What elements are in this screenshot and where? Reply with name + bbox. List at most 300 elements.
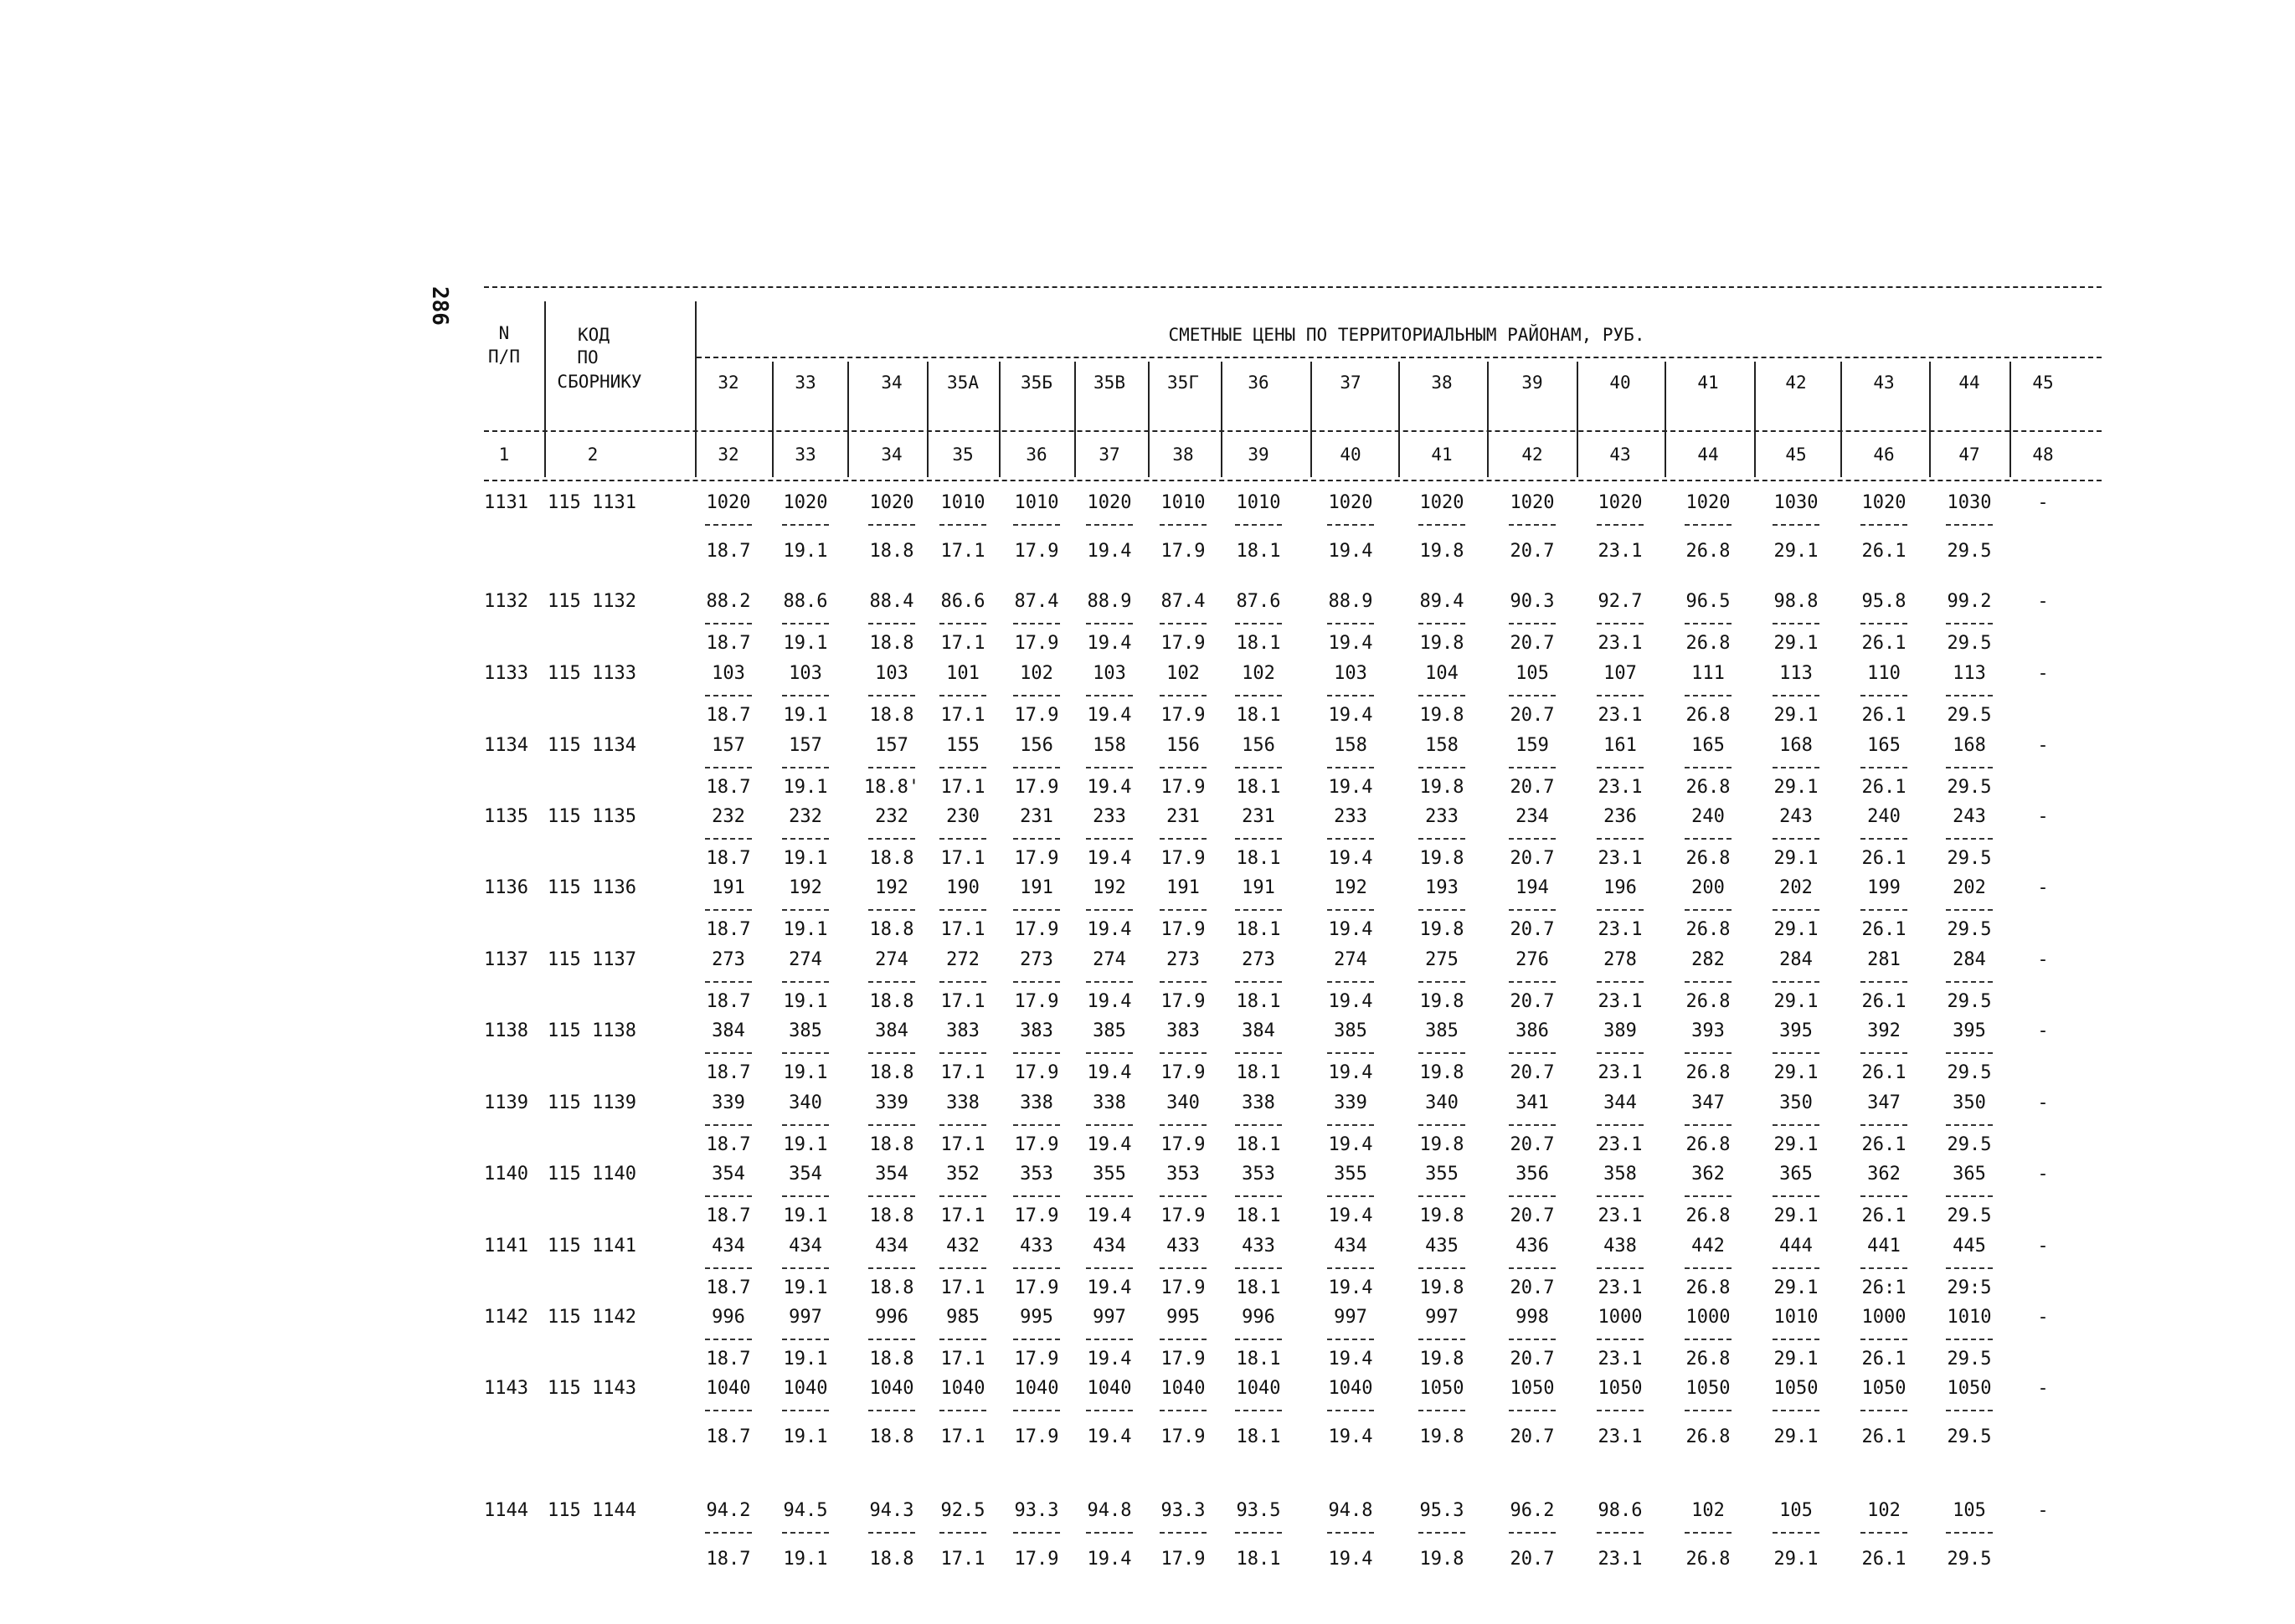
index-value: 26.1 [1861,848,1906,869]
header-column-separator [1577,362,1578,477]
fraction-line [1013,695,1060,696]
index-value: 29.5 [1947,633,1992,654]
row-code: 115 1135 [548,806,636,827]
price-value: 433 [1020,1236,1053,1257]
index-value: 23.1 [1598,1277,1643,1298]
price-value: 997 [1425,1307,1459,1328]
fraction-line [705,695,752,696]
column-number: 43 [1609,445,1631,465]
price-value: 362 [1691,1164,1725,1185]
fraction-line [1509,1267,1556,1269]
header-column-separator [695,301,697,477]
fraction-line [868,838,915,840]
price-value: 1020 [783,492,828,513]
fraction-line [939,1267,986,1269]
fraction-line [1418,1195,1465,1197]
price-value: 1010 [1947,1307,1992,1328]
fraction-line [1418,1124,1465,1126]
price-value: 233 [1425,806,1459,827]
index-value: 19.4 [1328,1349,1373,1370]
index-value: 18.8 [869,705,914,726]
page-number: 286 [427,286,452,326]
fraction-line [1860,1339,1907,1340]
region-header: 33 [795,373,816,393]
price-value: 997 [1093,1307,1126,1328]
price-value: 113 [1953,663,1986,684]
price-value: 442 [1691,1236,1725,1257]
fraction-line [1327,695,1374,696]
price-value: 200 [1691,877,1725,898]
fraction-line [1685,1532,1732,1534]
row-number: 1133 [484,663,528,684]
price-value: 92.7 [1598,591,1643,612]
index-value: 23.1 [1598,1205,1643,1226]
index-value: 29.5 [1947,1205,1992,1226]
fraction-line [1773,1410,1819,1411]
index-value: 19.8 [1419,633,1464,654]
index-value: 17.1 [940,705,985,726]
price-value: 340 [1425,1092,1459,1113]
price-value: 158 [1425,735,1459,756]
fraction-line [782,838,829,840]
fraction-line [1685,1052,1732,1054]
fraction-line [1235,1195,1282,1197]
price-value: 274 [875,949,908,970]
column-number: 45 [1785,445,1807,465]
price-value: 233 [1093,806,1126,827]
price-value: 93.5 [1236,1500,1281,1521]
header-column-separator [1487,362,1489,477]
fraction-line [705,981,752,983]
fraction-line [1509,981,1556,983]
region-header: 35Б [1021,373,1052,393]
column-number: 2 [587,445,599,465]
price-value: 1050 [1685,1378,1731,1399]
row-code: 115 1144 [548,1500,636,1521]
index-value: 19.1 [783,1426,828,1447]
fraction-line [868,1195,915,1197]
fraction-line [1773,1267,1819,1269]
index-value: 18.1 [1236,777,1281,798]
fraction-line [868,623,915,624]
index-value: 29.5 [1947,919,1992,940]
fraction-line [705,623,752,624]
index-value: 18.8 [869,541,914,562]
price-value: 89.4 [1419,591,1464,612]
index-value: 19.4 [1087,991,1132,1012]
price-value: 998 [1515,1307,1549,1328]
fraction-line [1685,1267,1732,1269]
row-number: 1134 [484,735,528,756]
fraction-line [1597,1410,1644,1411]
price-value: 347 [1867,1092,1901,1113]
fraction-line [1597,695,1644,696]
fraction-line [1160,909,1207,911]
price-value: 435 [1425,1236,1459,1257]
index-value: 17.9 [1014,848,1059,869]
index-value: 20.7 [1510,1062,1555,1083]
fraction-line [1946,524,1993,526]
price-value: 1010 [1236,492,1281,513]
price-value: 233 [1334,806,1367,827]
index-value: 29.1 [1773,991,1819,1012]
price-value: 1040 [1087,1378,1132,1399]
index-value: 26.1 [1861,919,1906,940]
index-value: 17.9 [1160,1549,1206,1570]
fraction-line [1235,767,1282,768]
fraction-line [1235,524,1282,526]
price-value: 362 [1867,1164,1901,1185]
fraction-line [1946,909,1993,911]
fraction-line [1946,838,1993,840]
index-value: 29.5 [1947,1426,1992,1447]
index-value: 17.9 [1160,1062,1206,1083]
index-value: 23.1 [1598,1549,1643,1570]
column-number: 38 [1172,445,1194,465]
fraction-line [705,1532,752,1534]
price-value: 103 [789,663,822,684]
price-value: 282 [1691,949,1725,970]
index-value: 20.7 [1510,848,1555,869]
price-value: 340 [1166,1092,1200,1113]
index-value: 18.7 [706,848,751,869]
index-value: 29.5 [1947,1549,1992,1570]
index-value: 19.4 [1087,1205,1132,1226]
price-value: 192 [1334,877,1367,898]
index-value: 19.4 [1328,1062,1373,1083]
fraction-line [1086,1410,1133,1411]
price-value: 234 [1515,806,1549,827]
price-value: 110 [1867,663,1901,684]
fraction-line [782,623,829,624]
column-number: 35 [952,445,974,465]
price-value: 1030 [1947,492,1992,513]
index-value: 17.9 [1160,777,1206,798]
row-code: 115 1140 [548,1164,636,1185]
index-value: 19.4 [1328,1205,1373,1226]
price-value: 385 [789,1020,822,1041]
price-value: 1050 [1598,1378,1643,1399]
price-value: 231 [1020,806,1053,827]
index-value: 18.8 [869,1426,914,1447]
region-header: 35А [947,373,979,393]
price-value: 344 [1603,1092,1637,1113]
header-column-separator [544,301,546,477]
fraction-line [1235,1339,1282,1340]
fraction-line [1685,695,1732,696]
fraction-line [1418,524,1465,526]
col-pp-header: П/П [488,347,520,367]
index-value: 18.7 [706,1134,751,1155]
index-value: 19.4 [1328,1549,1373,1570]
fraction-line [705,1267,752,1269]
fraction-line [1685,1410,1732,1411]
fraction-line [1235,623,1282,624]
index-value: 18.7 [706,777,751,798]
index-value: 26.8 [1685,541,1731,562]
fraction-line [1860,524,1907,526]
fraction-line [782,1532,829,1534]
price-value: 157 [875,735,908,756]
col-code-header-2: ПО [577,347,599,367]
fraction-line [868,1052,915,1054]
fraction-line [1013,524,1060,526]
price-value: 104 [1425,663,1459,684]
price-value: 155 [946,735,980,756]
index-value: 19.8 [1419,705,1464,726]
fraction-line [1086,1339,1133,1340]
price-value: 113 [1779,663,1813,684]
fraction-line [1597,623,1644,624]
index-value: 29.5 [1947,1349,1992,1370]
index-value: 26.1 [1861,1549,1906,1570]
price-value: 354 [789,1164,822,1185]
index-value: 17.9 [1160,541,1206,562]
price-value: 355 [1425,1164,1459,1185]
fraction-line [1418,695,1465,696]
price-value: 353 [1166,1164,1200,1185]
price-value: 102 [1691,1500,1725,1521]
price-value: 995 [1020,1307,1053,1328]
price-value: - [2037,663,2049,684]
index-value: 17.9 [1014,1349,1059,1370]
price-value: 158 [1093,735,1126,756]
price-value: 192 [789,877,822,898]
fraction-line [1013,1339,1060,1340]
column-number: 36 [1026,445,1047,465]
price-value: 191 [712,877,745,898]
fraction-line [1509,524,1556,526]
index-value: 19.4 [1328,919,1373,940]
index-value: 17.9 [1014,1549,1059,1570]
index-value: 19.8 [1419,991,1464,1012]
price-value: 102 [1867,1500,1901,1521]
fraction-line [782,767,829,768]
row-code: 115 1136 [548,877,636,898]
fraction-line [1597,1267,1644,1269]
index-value: 19.4 [1328,777,1373,798]
index-value: 23.1 [1598,919,1643,940]
fraction-line [705,524,752,526]
fraction-line [1160,1267,1207,1269]
fraction-line [1327,623,1374,624]
price-value: 159 [1515,735,1549,756]
index-value: 19.1 [783,1205,828,1226]
index-value: 23.1 [1598,991,1643,1012]
fraction-line [1509,1339,1556,1340]
fraction-line [1860,767,1907,768]
index-value: 19.1 [783,1349,828,1370]
index-value: 23.1 [1598,1134,1643,1155]
fraction-line [1509,1532,1556,1534]
region-header: 36 [1248,373,1269,393]
fraction-line [1086,767,1133,768]
price-value: 278 [1603,949,1637,970]
fraction-line [705,838,752,840]
price-value: 102 [1166,663,1200,684]
fraction-line [1509,838,1556,840]
index-value: 29.1 [1773,1205,1819,1226]
fraction-line [1946,695,1993,696]
fraction-line [1597,524,1644,526]
column-number: 48 [2032,445,2054,465]
price-value: 995 [1166,1307,1200,1328]
index-value: 17.1 [940,541,985,562]
fraction-line [939,838,986,840]
index-value: 18.1 [1236,1277,1281,1298]
price-value: 156 [1020,735,1053,756]
price-value: 384 [1242,1020,1275,1041]
fraction-line [1946,1195,1993,1197]
price-value: 395 [1779,1020,1813,1041]
price-value: 243 [1779,806,1813,827]
price-value: 338 [1020,1092,1053,1113]
index-value: 26.1 [1861,1426,1906,1447]
fraction-line [939,695,986,696]
price-value: 438 [1603,1236,1637,1257]
price-value: 86.6 [940,591,985,612]
index-value: 17.9 [1160,991,1206,1012]
fraction-line [1013,1267,1060,1269]
price-value: 365 [1779,1164,1813,1185]
price-value: 356 [1515,1164,1549,1185]
index-value: 18.8 [869,1277,914,1298]
row-number: 1139 [484,1092,528,1113]
index-value: 29.1 [1773,1134,1819,1155]
fraction-line [782,524,829,526]
price-value: 93.3 [1160,1500,1206,1521]
price-value: 107 [1603,663,1637,684]
price-value: 90.3 [1510,591,1555,612]
price-value: 389 [1603,1020,1637,1041]
region-header: 37 [1340,373,1361,393]
column-number: 32 [718,445,739,465]
fraction-line [1946,1267,1993,1269]
price-value: 1030 [1773,492,1819,513]
fraction-line [782,1052,829,1054]
price-value: - [2037,877,2049,898]
index-value: 23.1 [1598,1062,1643,1083]
region-header: 43 [1873,373,1895,393]
fraction-line [1418,1267,1465,1269]
fraction-line [1418,767,1465,768]
index-value: 17.1 [940,1549,985,1570]
index-value: 18.8 [869,633,914,654]
index-value: 20.7 [1510,919,1555,940]
fraction-line [1597,1195,1644,1197]
index-value: 19.8 [1419,1205,1464,1226]
price-value: 1010 [940,492,985,513]
index-value: 29.5 [1947,1062,1992,1083]
price-value: 383 [946,1020,980,1041]
index-value: 19.4 [1087,777,1132,798]
index-value: 26.8 [1685,848,1731,869]
price-value: 98.8 [1773,591,1819,612]
row-number: 1137 [484,949,528,970]
fraction-line [1160,1124,1207,1126]
index-value: 18.1 [1236,541,1281,562]
fraction-line [1086,1124,1133,1126]
index-value: 19.1 [783,777,828,798]
index-value: 26.8 [1685,1062,1731,1083]
fraction-line [1418,981,1465,983]
fraction-line [1086,623,1133,624]
price-value: 985 [946,1307,980,1328]
fraction-line [782,1124,829,1126]
index-value: 17.1 [940,1426,985,1447]
fraction-line [1597,838,1644,840]
index-value: 17.9 [1160,1349,1206,1370]
fraction-line [1327,767,1374,768]
price-value: 1050 [1419,1378,1464,1399]
column-number: 41 [1431,445,1453,465]
price-value: 284 [1779,949,1813,970]
fraction-line [1860,1267,1907,1269]
index-value: 19.8 [1419,1062,1464,1083]
fraction-line [939,1124,986,1126]
index-value: 17.9 [1160,848,1206,869]
fraction-line [1235,909,1282,911]
index-value: 18.8 [869,991,914,1012]
region-header: 35В [1093,373,1125,393]
price-value: 1020 [1419,492,1464,513]
price-value: 339 [875,1092,908,1113]
fraction-line [1509,767,1556,768]
price-value: 354 [712,1164,745,1185]
index-value: 29.1 [1773,1549,1819,1570]
index-value: 29.1 [1773,848,1819,869]
price-value: 94.5 [783,1500,828,1521]
fraction-line [1418,1052,1465,1054]
region-header-rule [697,357,2102,358]
index-value: 26:1 [1861,1277,1906,1298]
index-value: 29.5 [1947,777,1992,798]
fraction-line [1327,1339,1374,1340]
price-value: 87.6 [1236,591,1281,612]
index-value: 19.4 [1087,1062,1132,1083]
price-value: 230 [946,806,980,827]
fraction-line [1418,838,1465,840]
fraction-line [1860,909,1907,911]
index-value: 17.1 [940,919,985,940]
index-value: 23.1 [1598,777,1643,798]
price-value: 1050 [1947,1378,1992,1399]
fraction-line [1327,981,1374,983]
price-value: 997 [1334,1307,1367,1328]
price-value: 94.2 [706,1500,751,1521]
index-value: 19.4 [1328,991,1373,1012]
price-value: 274 [1093,949,1126,970]
price-value: 436 [1515,1236,1549,1257]
index-value: 29.1 [1773,1277,1819,1298]
row-number: 1144 [484,1500,528,1521]
column-number: 46 [1873,445,1895,465]
fraction-line [1418,623,1465,624]
fraction-line [1086,1052,1133,1054]
price-value: 434 [789,1236,822,1257]
price-value: 191 [1020,877,1053,898]
region-header: 39 [1521,373,1543,393]
fraction-line [1160,524,1207,526]
price-value: 99.2 [1947,591,1992,612]
index-value: 18.1 [1236,919,1281,940]
index-value: 19.4 [1328,541,1373,562]
price-value: 236 [1603,806,1637,827]
region-header: 38 [1431,373,1453,393]
price-value: 996 [875,1307,908,1328]
fraction-line [1946,1052,1993,1054]
fraction-line [1160,981,1207,983]
